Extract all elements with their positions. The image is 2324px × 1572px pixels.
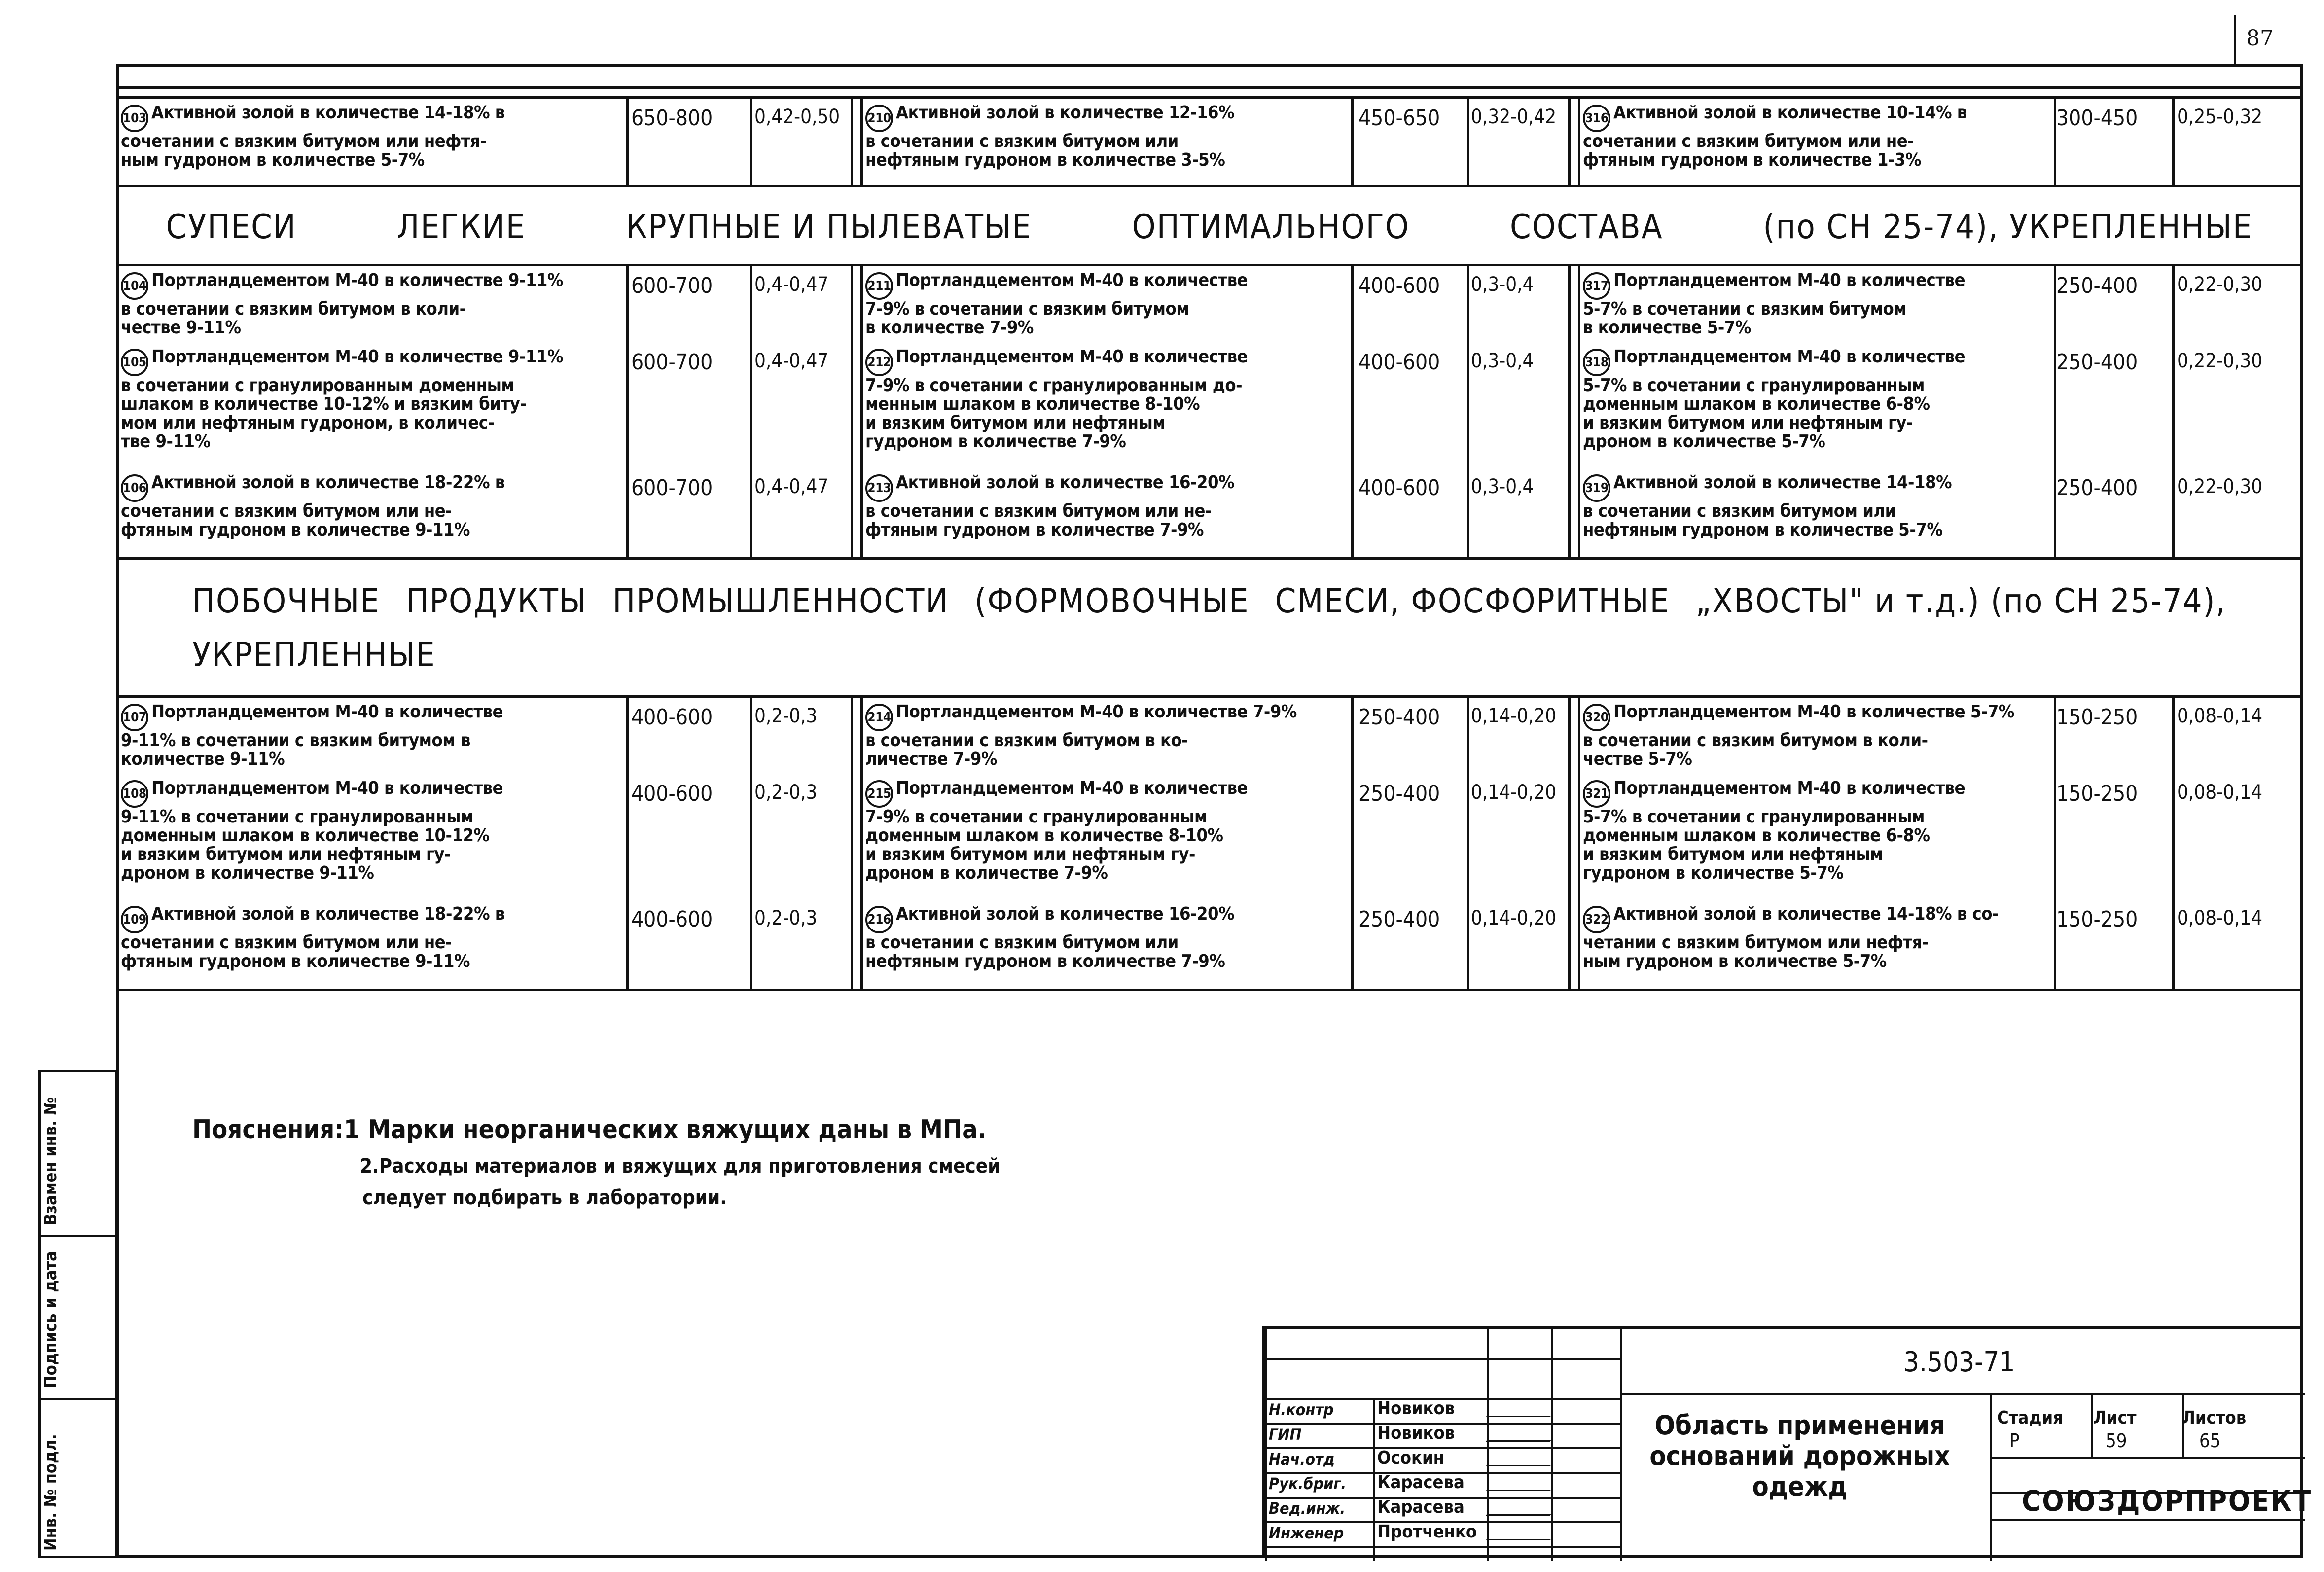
mix-entry <box>121 905 624 971</box>
mix-entry <box>121 473 624 539</box>
entry-number-badge: 211 <box>865 272 893 300</box>
strength-mark-range: 250-400 <box>1359 907 1440 932</box>
entry-description: Активной золой в количестве 12-16% в сочетании с вязким битумом или нефтяным гудроном в количестве 3-5% <box>865 103 1235 170</box>
handwritten-signature <box>1486 1397 1561 1417</box>
mix-entry <box>1583 271 2051 337</box>
signatory-name: Новиков <box>1377 1423 1455 1443</box>
mix-entry <box>865 905 1351 971</box>
signatory-role: Н.контр <box>1269 1400 1334 1419</box>
entry-description: Активной золой в количестве 18-22% в сочетании с вязким битумом или не- фтяным гудроном в количестве 9-11% <box>121 472 505 540</box>
section-heading-sandy-loam <box>116 190 2303 264</box>
entry-description: Портландцементом М-40 в количестве 7-9% в сочетании с гранулированным до- менным шлаком в количестве 8-10% и вязким битумом или нефтяным гудроном в количестве 7-9% <box>865 347 1248 452</box>
strength-mark-range: 600-700 <box>631 475 713 500</box>
column-rule <box>1467 99 1469 185</box>
handwritten-signature <box>1486 1471 1561 1491</box>
stage-label: Стадия <box>1997 1408 2064 1428</box>
ratio-range: 0,3-0,4 <box>1471 273 1534 296</box>
ratio-range: 0,3-0,4 <box>1471 475 1534 498</box>
strength-mark-range: 450-650 <box>1359 106 1440 131</box>
title-block-rule <box>1487 1329 1489 1561</box>
entry-number-badge: 104 <box>121 272 148 300</box>
strength-mark-range: 150-250 <box>2056 705 2138 730</box>
mix-entry <box>121 104 624 170</box>
heading-word: СМЕСИ, ФОСФОРИТНЫЕ <box>1275 582 1670 621</box>
mix-entry <box>865 348 1351 451</box>
strength-mark-range: 300-450 <box>2056 106 2138 131</box>
entry-number-badge: 216 <box>865 906 893 933</box>
column-rule <box>1351 266 1354 557</box>
column-rule <box>1351 698 1354 989</box>
entry-description: Портландцементом М-40 в количестве 5-7% в сочетании с вязким битумом в количестве 5-7% <box>1583 270 1966 338</box>
column-rule <box>2172 698 2175 989</box>
binding-cell <box>41 1398 115 1561</box>
column-rule <box>626 99 629 185</box>
handwritten-signature <box>1486 1447 1561 1466</box>
entry-description: Активной золой в количестве 14-18% в сочетании с вязким битумом или нефтяным гудроном в количестве 5-7% <box>1583 472 1952 540</box>
document-title: Область применения оснований дорожных одежд <box>1649 1410 1950 1502</box>
entry-description: Портландцементом М-40 в количестве 5-7% в сочетании с гранулированным доменным шлаком в количестве 6-8% и вязким битумом или нефтяным гудроном в количестве 5-7% <box>1583 778 1966 883</box>
mix-entry <box>1583 779 2051 883</box>
stage-value: Р <box>2009 1430 2020 1452</box>
column-rule <box>2054 266 2056 557</box>
mix-entry <box>1583 703 2051 769</box>
entry-number-badge: 320 <box>1583 704 1610 731</box>
column-rule <box>750 698 752 989</box>
ratio-range: 0,14-0,20 <box>1471 907 1557 929</box>
title-block-rule <box>1990 1519 2305 1521</box>
ratio-range: 0,2-0,3 <box>754 907 818 929</box>
strength-mark-range: 400-600 <box>1359 475 1440 500</box>
entry-number-badge: 210 <box>865 105 893 132</box>
ratio-range: 0,32-0,42 <box>1471 106 1557 128</box>
ratio-range: 0,14-0,20 <box>1471 781 1557 804</box>
heading-word: (ФОРМОВОЧНЫЕ <box>974 582 1250 621</box>
entry-number-badge: 318 <box>1583 349 1610 376</box>
entry-number-badge: 317 <box>1583 272 1610 300</box>
page-number-rule <box>2234 15 2236 64</box>
mix-entry <box>1583 348 2051 451</box>
entry-description: Портландцементом М-40 в количестве 5-7% в сочетании с вязким битумом в коли- честве 5-7% <box>1583 702 2014 769</box>
mix-entry <box>865 703 1351 769</box>
heading-byproducts-line2: УКРЕПЛЕННЫЕ <box>192 636 436 675</box>
sheet-label: Лист <box>2093 1408 2137 1428</box>
strength-mark-range: 650-800 <box>631 106 713 131</box>
explanatory-notes <box>192 1109 1000 1214</box>
heading-word: СУПЕСИ <box>166 207 297 247</box>
strength-mark-range: 400-600 <box>1359 350 1440 375</box>
entry-number-badge: 215 <box>865 780 893 808</box>
signatory-name: Карасева <box>1377 1472 1465 1493</box>
entry-number-badge: 321 <box>1583 780 1610 808</box>
mix-entry <box>1583 473 2051 539</box>
handwritten-signature <box>1486 1422 1561 1442</box>
note-2-continued: следует подбирать в лаборатории. <box>362 1186 727 1210</box>
ratio-range: 0,22-0,30 <box>2177 475 2263 498</box>
signatory-role: Нач.отд <box>1269 1450 1335 1468</box>
notes-label: Пояснения: <box>192 1115 344 1144</box>
heading-word: КРУПНЫЕ И ПЫЛЕВАТЫЕ <box>626 207 1032 247</box>
entry-description: Портландцементом М-40 в количестве 5-7% в сочетании с гранулированным доменным шлаком в количестве 6-8% и вязким битумом или нефтяным гу- дроном в количестве 5-7% <box>1583 347 1966 452</box>
strength-mark-range: 600-700 <box>631 350 713 375</box>
document-code: 3.503-71 <box>1903 1346 2015 1378</box>
signatory-role: Рук.бриг. <box>1269 1474 1347 1493</box>
entry-number-badge: 212 <box>865 349 893 376</box>
entry-description: Портландцементом М-40 в количестве 9-11% в сочетании с гранулированным доменным шлаком в количестве 10-12% и вязким биту- мом или нефтяным гудроном, в количес- тве 9-11% <box>121 347 563 452</box>
strength-mark-range: 150-250 <box>2056 907 2138 932</box>
entry-description: Активной золой в количестве 14-18% в со- четании с вязким битумом или нефтя- ным гудроном в количестве 5-7% <box>1583 904 1999 971</box>
signatory-name: Новиков <box>1377 1398 1455 1419</box>
binding-cell <box>41 1235 115 1398</box>
signatory-name: Протченко <box>1377 1522 1477 1542</box>
entry-description: Портландцементом М-40 в количестве 7-9% в сочетании с вязким битумом в количестве 7-9% <box>865 270 1248 338</box>
mix-entry <box>121 271 624 337</box>
heading-word: ПРОДУКТЫ <box>406 582 587 621</box>
mix-entry <box>865 104 1351 170</box>
title-block-rule <box>1265 1358 1620 1360</box>
entry-number-badge: 108 <box>121 780 148 808</box>
ratio-range: 0,4-0,47 <box>754 273 829 296</box>
strength-mark-range: 400-600 <box>631 781 713 806</box>
column-rule <box>860 266 863 557</box>
sheets-label: Листов <box>2182 1408 2247 1428</box>
ratio-range: 0,08-0,14 <box>2177 781 2263 804</box>
heading-word: ПОБОЧНЫЕ <box>192 582 380 621</box>
column-rule <box>750 99 752 185</box>
heading-word: „ХВОСТЫ" и т.д.) (по СН 25-74), <box>1695 582 2226 621</box>
column-rule <box>1568 698 1571 989</box>
column-rule <box>1467 266 1469 557</box>
sheet-value: 59 <box>2106 1430 2127 1452</box>
mix-entry <box>1583 104 2051 170</box>
ratio-range: 0,08-0,14 <box>2177 705 2263 727</box>
column-rule <box>1578 698 1580 989</box>
entry-description: Активной золой в количестве 14-18% в сочетании с вязким битумом или нефтя- ным гудроном в количестве 5-7% <box>121 103 505 170</box>
entry-description: Активной золой в количестве 18-22% в сочетании с вязким битумом или не- фтяным гудроном в количестве 9-11% <box>121 904 505 971</box>
mix-entry <box>1583 905 2051 971</box>
section-sandy-loam <box>116 264 2303 560</box>
ratio-range: 0,14-0,20 <box>1471 705 1557 727</box>
column-rule <box>750 266 752 557</box>
heading-word: ПРОМЫШЛЕННОСТИ <box>612 582 949 621</box>
binding-label: Подпись и дата <box>41 1251 61 1388</box>
handwritten-signature <box>1486 1496 1561 1516</box>
mix-entry <box>865 473 1351 539</box>
ratio-range: 0,08-0,14 <box>2177 907 2263 929</box>
binding-label: Инв. № подл. <box>41 1434 61 1551</box>
title-block-rule <box>1265 1546 1620 1548</box>
heading-word: (по СН 25-74), УКРЕПЛЕННЫЕ <box>1763 207 2253 247</box>
entry-description: Активной золой в количестве 16-20% в сочетании с вязким битумом или не- фтяным гудроном в количестве 7-9% <box>865 472 1235 540</box>
column-rule <box>2054 698 2056 989</box>
strength-mark-range: 600-700 <box>631 273 713 298</box>
mix-entry <box>121 703 624 769</box>
mix-entry <box>121 348 624 451</box>
column-rule <box>2172 266 2175 557</box>
entry-description: Портландцементом М-40 в количестве 9-11% в сочетании с вязким битумом в количестве 9-11% <box>121 702 503 769</box>
signatory-role: ГИП <box>1269 1425 1302 1444</box>
strength-mark-range: 250-400 <box>1359 705 1440 730</box>
entry-number-badge: 316 <box>1583 105 1610 132</box>
entry-number-badge: 322 <box>1583 906 1610 933</box>
strength-mark-range: 400-600 <box>1359 273 1440 298</box>
title-block-rule <box>1990 1457 2305 1459</box>
entry-number-badge: 213 <box>865 474 893 502</box>
note-1: 1 Марки неорганических вяжущих даны в МПа. <box>343 1115 987 1144</box>
entry-description: Портландцементом М-40 в количестве 7-9% в сочетании с вязким битумом в ко- личестве 7-9% <box>865 702 1297 769</box>
title-block-rule <box>1620 1393 2305 1395</box>
strength-mark-range: 400-600 <box>631 907 713 932</box>
ratio-range: 0,42-0,50 <box>754 106 840 128</box>
heading-word: ЛЕГКИЕ <box>396 207 526 247</box>
binding-label: Взамен инв. № <box>41 1097 61 1225</box>
strength-mark-range: 400-600 <box>631 705 713 730</box>
column-rule <box>1578 99 1580 185</box>
handwritten-signature <box>1486 1521 1561 1540</box>
entry-number-badge: 214 <box>865 704 893 731</box>
title-block-rule <box>1990 1393 1992 1561</box>
entry-number-badge: 109 <box>121 906 148 933</box>
mix-entry <box>865 271 1351 337</box>
heading-word: СОСТАВА <box>1509 207 1663 247</box>
section-continuation <box>116 96 2303 187</box>
strength-mark-range: 150-250 <box>2056 781 2138 806</box>
column-rule <box>860 698 863 989</box>
entry-description: Портландцементом М-40 в количестве 9-11% в сочетании с вязким битумом в коли- честве 9-11% <box>121 270 563 338</box>
strength-mark-range: 250-400 <box>2056 273 2138 298</box>
mix-entry <box>121 779 624 883</box>
ratio-range: 0,22-0,30 <box>2177 350 2263 372</box>
column-rule <box>1467 698 1469 989</box>
strength-mark-range: 250-400 <box>1359 781 1440 806</box>
title-block-rule <box>1265 1329 1267 1561</box>
strength-mark-range: 250-400 <box>2056 350 2138 375</box>
column-rule <box>851 266 853 557</box>
ratio-range: 0,4-0,47 <box>754 350 829 372</box>
entry-description: Активной золой в количестве 16-20% в сочетании с вязким битумом или нефтяным гудроном в количестве 7-9% <box>865 904 1235 971</box>
section-heading-byproducts <box>116 562 2303 693</box>
entry-description: Активной золой в количестве 10-14% в сочетании с вязким битумом или не- фтяным гудроном в количестве 1-3% <box>1583 103 1967 170</box>
signatory-name: Карасева <box>1377 1497 1465 1517</box>
ratio-range: 0,25-0,32 <box>2177 106 2263 128</box>
column-rule <box>851 99 853 185</box>
ratio-range: 0,4-0,47 <box>754 475 829 498</box>
organization-name: СОЮЗДОРПРОЕКТ <box>2022 1484 2313 1518</box>
entry-number-badge: 103 <box>121 105 148 132</box>
sheets-value: 65 <box>2199 1430 2221 1452</box>
binding-cell <box>41 1072 115 1235</box>
column-rule <box>860 99 863 185</box>
entry-number-badge: 105 <box>121 349 148 376</box>
entry-number-badge: 106 <box>121 474 148 502</box>
entry-number-badge: 107 <box>121 704 148 731</box>
entry-description: Портландцементом М-40 в количестве 9-11% в сочетании с гранулированным доменным шлаком в количестве 10-12% и вязким битумом или нефтяным гу- дроном в количестве 9-11% <box>121 778 503 883</box>
signatory-role: Инженер <box>1269 1524 1344 1542</box>
page-number: 87 <box>2246 26 2274 51</box>
entry-description: Портландцементом М-40 в количестве 7-9% в сочетании с гранулированным доменным шлаком в количестве 8-10% и вязким битумом или нефтяным гу- дроном в количестве 7-9% <box>865 778 1248 883</box>
title-block-rule <box>2091 1393 2093 1457</box>
column-rule <box>626 266 629 557</box>
binding-strip <box>38 1070 117 1558</box>
column-rule <box>626 698 629 989</box>
ratio-range: 0,3-0,4 <box>1471 350 1534 372</box>
column-rule <box>851 698 853 989</box>
heading-word: ОПТИМАЛЬНОГО <box>1132 207 1410 247</box>
note-2: 2.Расходы материалов и вяжущих для приготовления смесей <box>360 1155 1001 1178</box>
entry-number-badge: 319 <box>1583 474 1610 502</box>
column-rule <box>2172 99 2175 185</box>
top-rule <box>116 86 2303 89</box>
ratio-range: 0,2-0,3 <box>754 705 818 727</box>
column-rule <box>1351 99 1354 185</box>
column-rule <box>1568 266 1571 557</box>
section-byproducts <box>116 695 2303 991</box>
mix-entry <box>865 779 1351 883</box>
ratio-range: 0,22-0,30 <box>2177 273 2263 296</box>
strength-mark-range: 250-400 <box>2056 475 2138 500</box>
ratio-range: 0,2-0,3 <box>754 781 818 804</box>
column-rule <box>1568 99 1571 185</box>
column-rule <box>1578 266 1580 557</box>
signatory-role: Вед.инж. <box>1269 1499 1346 1518</box>
signatory-name: Осокин <box>1377 1448 1445 1468</box>
